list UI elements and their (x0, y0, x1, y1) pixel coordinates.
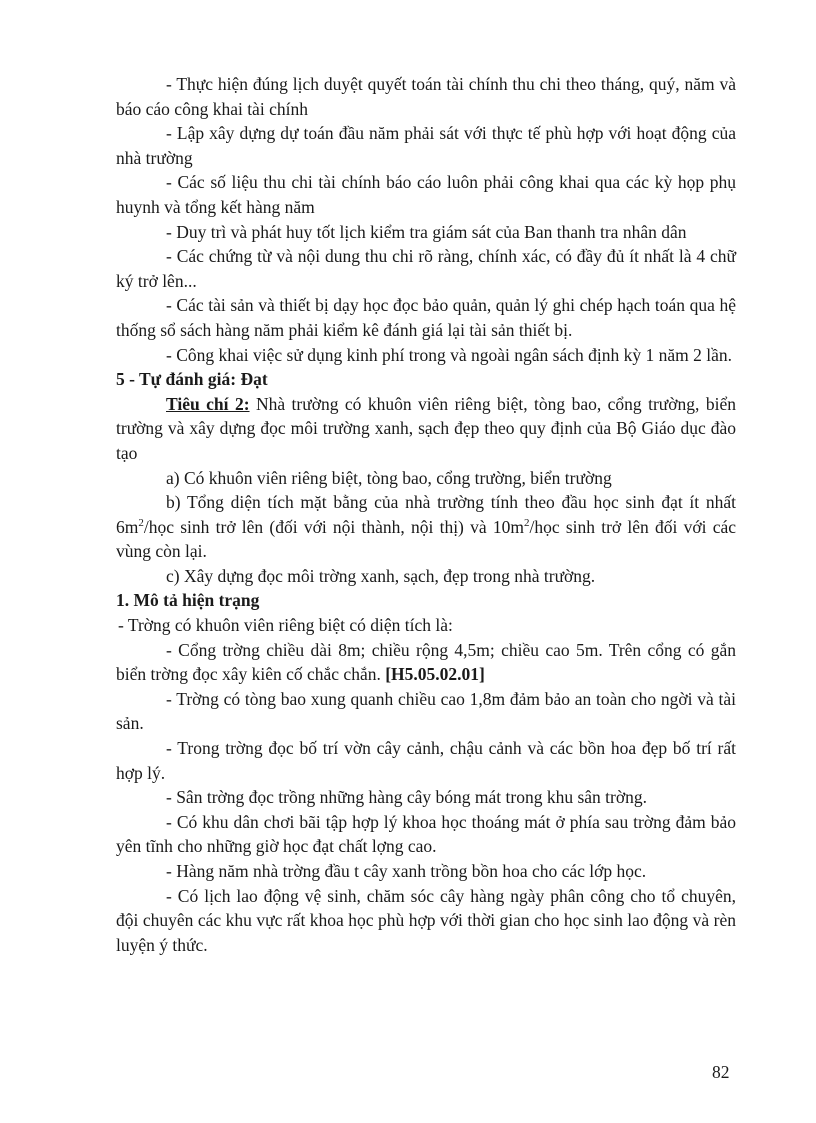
criterion-text: Nhà trường có khuôn viên riêng biệt, tòng bao, cổng trường, biển trường và xây dựng đọc môi trường xanh, sạch đẹp theo quy định của Bộ Giáo dục đào tạo (116, 393, 736, 463)
status-fence: - Trờng có tòng bao xung quanh chiều cao 1,8m đảm bảo an toàn cho ngời và tài sản. (116, 688, 736, 734)
status-gate (116, 638, 736, 687)
status-annual-investment: - Hàng năm nhà trờng đầu t cây xanh trồng bồn hoa cho các lớp học. (166, 861, 647, 881)
status-garden: - Trong trờng đọc bố trí vờn cây cảnh, chậu cảnh và các bồn hoa đẹp bố trí rất hợp lý. (116, 738, 736, 783)
section-5-heading: 5 - Tự đánh giá: Đạt (116, 369, 268, 390)
section-1-heading: 1. Mô tả hiện trạng (116, 590, 260, 611)
document-page (116, 72, 736, 957)
paragraph-financial-schedule: - Thực hiện đúng lịch duyệt quyết toán tài chính thu chi theo tháng, quý, năm và báo cáo công khai tài chính (116, 74, 736, 119)
criterion-label: Tiêu chí 2: (166, 393, 250, 414)
paragraph-assets: - Các tài sản và thiết bị dạy học đọc bảo quản, quản lý ghi chép hạch toán qua hệ thống sổ sách hàng năm phải kiểm kê đánh giá lại tài sản thiết bị. (116, 295, 736, 340)
item-b-superscript-1: 2 (138, 516, 144, 529)
status-labor-schedule: - Có lịch lao động vệ sinh, chăm sóc cây hàng ngày phân công cho tổ chuyên, đội chuyên các khu vực rất khoa học phù hợp với thời gian cho học sinh lao động và rèn luyện ý thức. (116, 885, 736, 955)
item-b (116, 490, 736, 564)
paragraph-budget-estimate: - Lập xây dựng dự toán đầu năm phải sát với thực tế phù hợp với hoạt động của nhà trường (116, 123, 736, 168)
paragraph-public-disclosure: - Các số liệu thu chi tài chính báo cáo luôn phải công khai qua các kỳ họp phụ huynh và tổng kết hàng năm (116, 172, 736, 217)
evidence-reference: [H5.05.02.01] (385, 664, 485, 685)
item-b-superscript-2: 2 (523, 516, 530, 529)
paragraph-inspection: - Duy trì và phát huy tốt lịch kiểm tra giám sát của Ban thanh tra nhân dân (166, 221, 687, 242)
item-c: c) Xây dựng đọc môi trờng xanh, sạch, đẹp trong nhà trường. (166, 565, 596, 586)
item-b-part1: b) Tổng diện tích mặt bằng của nhà trường tính theo đầu học sinh đạt ít nhất 6m (116, 492, 736, 537)
item-a: a) Có khuôn viên riêng biệt, tòng bao, cổng trường, biển trường (166, 467, 612, 488)
page-number: 82 (712, 1062, 730, 1082)
criterion-paragraph (116, 392, 736, 466)
item-b-part2: /học sinh trở lên (đối với nội thành, nội thị) và 10m (143, 516, 524, 537)
status-playground: - Có khu dân chơi bãi tập hợp lý khoa học thoáng mát ở phía sau trờng đảm bảo yên tĩnh cho những giờ học đạt chất lợng cao. (116, 811, 736, 857)
status-intro: - Trờng có khuôn viên riêng biệt có diện tích là: (118, 615, 453, 636)
paragraph-budget-publicity: - Công khai việc sử dụng kinh phí trong và ngoài ngân sách định kỳ 1 năm 2 lần. (166, 344, 732, 365)
paragraph-documents: - Các chứng từ và nội dung thu chi rõ ràng, chính xác, có đầy đủ ít nhất là 4 chữ ký trở lên... (116, 246, 736, 291)
status-shade-trees: - Sân trờng đọc trồng những hàng cây bóng mát trong khu sân trờng. (166, 787, 647, 808)
item-b-part3: /học sinh trở lên đối với các vùng còn lại. (116, 516, 737, 562)
status-gate-text: - Cổng trờng chiều dài 8m; chiều rộng 4,5m; chiều cao 5m. Trên cổng có gắn biển trờng đọc xây kiên cố chắc chắn. (116, 639, 736, 685)
